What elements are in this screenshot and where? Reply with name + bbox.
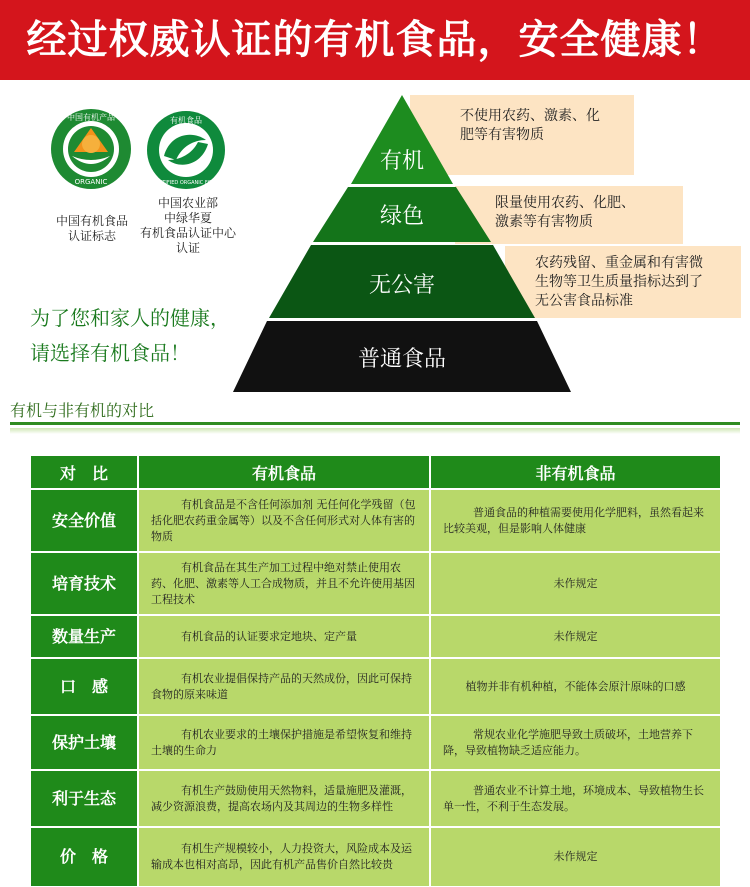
pyramid-label-common: 普通食品 <box>357 347 446 372</box>
slogan-line: 为了您和家人的健康， <box>30 306 230 330</box>
logo-caption-line: 中国有机食品 <box>55 214 128 228</box>
note-line: 限量使用农药、化肥、 <box>495 195 635 211</box>
logo-caption-line: 中绿华夏 <box>163 211 212 225</box>
table-row <box>30 489 721 552</box>
row-label: 安全价值 <box>30 489 138 552</box>
table-row <box>30 770 721 827</box>
table-header-cell: 对 比 <box>30 455 138 489</box>
logo-caption-line: 认证标志 <box>67 229 116 243</box>
logo-ring-text: 有机食品 <box>170 116 202 125</box>
note-line: 无公害食品标准 <box>535 293 633 309</box>
page-title-banner: 经过权威认证的有机食品，安全健康！ <box>0 0 750 80</box>
logo-ring-text-bottom: ORGANIC <box>74 178 108 186</box>
table-header-row <box>30 455 721 489</box>
row-label: 价 格 <box>30 827 138 887</box>
row-label: 利于生态 <box>30 770 138 827</box>
table-header-cell: 非有机食品 <box>430 455 721 489</box>
note-line: 肥等有害物质 <box>460 127 544 143</box>
section-divider <box>10 422 740 425</box>
nonorganic-cell: 植物并非有机种植，不能体会原汁原味的口感 <box>430 658 721 715</box>
section-divider-thin <box>10 428 740 434</box>
logo-caption-line: 中国农业部 <box>157 196 218 210</box>
logo-caption-line: 有机食品认证中心 <box>139 226 236 240</box>
organic-cell: 有机食品是不含任何添加剂 无任何化学残留（包括化肥农药重金属等）以及不含任何形式对人体有害的物质 <box>138 489 430 552</box>
nonorganic-cell: 普通食品的种植需要使用化学肥料，虽然看起来比较美观，但是影响人体健康 <box>430 489 721 552</box>
organic-cell: 有机农业要求的土壤保护措施是希望恢复和维持土壤的生命力 <box>138 715 430 770</box>
nonorganic-cell: 未作规定 <box>430 827 721 887</box>
table-row <box>30 615 721 658</box>
pyramid-label-organic: 有机 <box>379 149 424 174</box>
table-row <box>30 552 721 615</box>
slogan-line: 请选择有机食品！ <box>30 341 190 365</box>
note-line: 不使用农药、激素、化 <box>460 108 600 124</box>
organic-cell: 有机食品的认证要求定地块、定产量 <box>138 615 430 658</box>
organic-cell: 有机生产规模较小，人力投资大，风险成本及运输成本也相对高昂，因此有机产品售价自然比较贵 <box>138 827 430 887</box>
logo-ring-text-bottom: CERTIFIED ORGANIC FOOD <box>152 180 220 186</box>
nonorganic-cell: 普通农业不计算土地，环境成本、导致植物生长单一性，不利于生态发展。 <box>430 770 721 827</box>
table-row <box>30 715 721 770</box>
pyramid-label-pollution-free: 无公害 <box>368 273 435 298</box>
logo-ring-text: 中国有机产品 <box>67 113 115 122</box>
note-line: 生物等卫生质量指标达到了 <box>535 274 703 290</box>
section-title: 有机与非有机的对比 <box>10 401 155 420</box>
row-label: 培育技术 <box>30 552 138 615</box>
note-line: 农药残留、重金属和有害微 <box>535 255 703 271</box>
organic-cell: 有机生产鼓励使用天然物料，适量施肥及灌溉，减少资源浪费，提高农场内及其周边的生物多样性 <box>138 770 430 827</box>
organic-cell: 有机食品在其生产加工过程中绝对禁止使用农药、化肥、激素等人工合成物质，并且不允许使用基因工程技术 <box>138 552 430 615</box>
nonorganic-cell: 未作规定 <box>430 552 721 615</box>
logo-caption-line: 认证 <box>175 241 200 255</box>
table-row <box>30 827 721 887</box>
table-header-cell: 有机食品 <box>138 455 430 489</box>
note-line: 激素等有害物质 <box>495 214 593 230</box>
row-label: 口 感 <box>30 658 138 715</box>
table-row <box>30 658 721 715</box>
organic-cell: 有机农业提倡保持产品的天然成份，因此可保持食物的原来味道 <box>138 658 430 715</box>
comparison-table <box>30 455 721 887</box>
pyramid-label-green: 绿色 <box>379 204 424 229</box>
row-label: 数量生产 <box>30 615 138 658</box>
nonorganic-cell: 常规农业化学施肥导致土质破坏，土地营养下降，导致植物缺乏适应能力。 <box>430 715 721 770</box>
row-label: 保护土壤 <box>30 715 138 770</box>
nonorganic-cell: 未作规定 <box>430 615 721 658</box>
